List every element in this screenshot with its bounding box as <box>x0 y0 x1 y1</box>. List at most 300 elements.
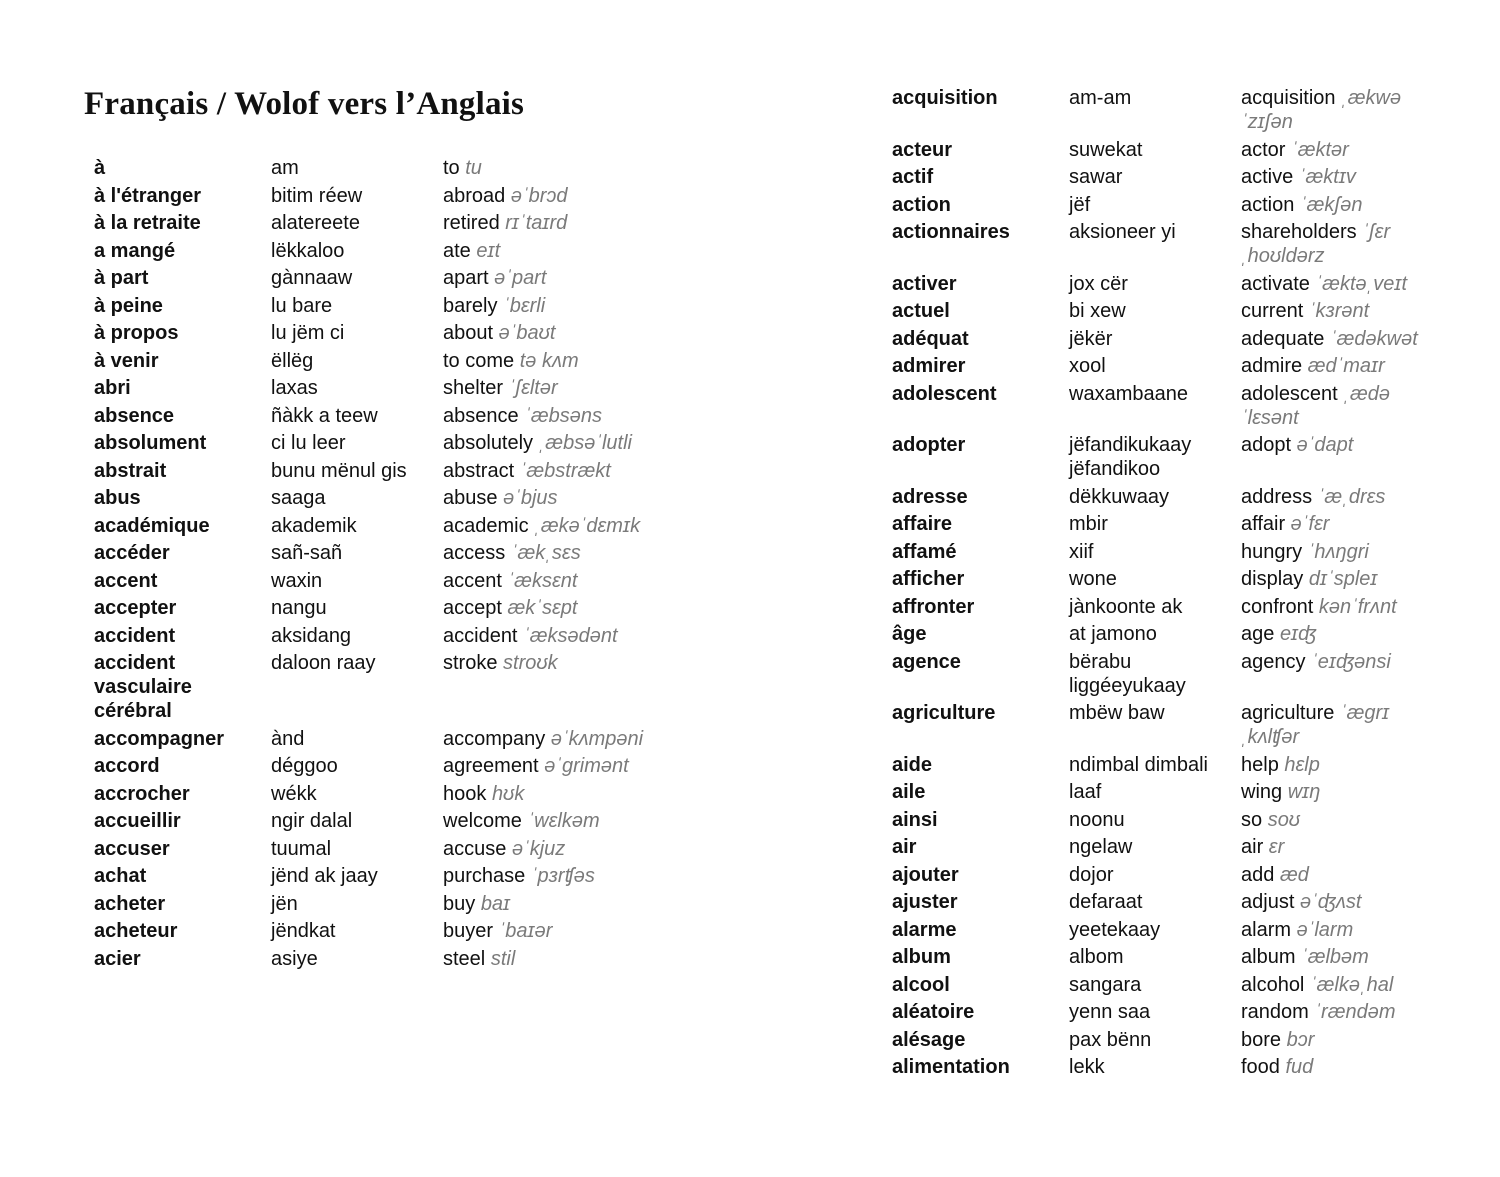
english-translation <box>1241 327 1446 351</box>
dictionary-entry <box>892 753 1472 777</box>
english-word: welcome <box>443 810 522 832</box>
wolof-word: defaraat <box>1069 891 1143 913</box>
french-word: alésage <box>892 1028 966 1051</box>
pronunciation: ˈbaɪər <box>498 920 553 942</box>
french-word: aléatoire <box>892 1001 975 1023</box>
french-word: accent <box>94 569 158 592</box>
english-translation <box>1241 863 1446 887</box>
english-translation <box>443 569 648 593</box>
dictionary-entry <box>892 220 1472 268</box>
dictionary-entry <box>892 973 1472 997</box>
wolof-word: lëkkaloo <box>271 239 345 262</box>
french-word: à venir <box>94 349 159 372</box>
french-word: achat <box>94 865 147 887</box>
wolof-word: nangu <box>271 597 327 619</box>
english-word: absolutely <box>443 432 534 454</box>
wolof-word: mbëw baw <box>1069 702 1165 724</box>
pronunciation: əˈkjuz <box>511 837 566 860</box>
pronunciation: ˈægrɪˌkʌlʧər <box>1241 702 1390 748</box>
english-translation <box>1241 567 1446 591</box>
french-word: ainsi <box>892 808 938 831</box>
english-translation <box>1241 890 1446 914</box>
english-word: action <box>1241 193 1295 216</box>
english-translation <box>443 239 648 263</box>
french-word: à la retraite <box>94 212 201 234</box>
wolof-word: déggoo <box>271 755 338 777</box>
wolof-word: ëllëg <box>271 349 314 372</box>
wolof-word: ànd <box>271 727 305 750</box>
dictionary-entry <box>892 272 1472 296</box>
pronunciation: ˈrændəm <box>1314 1001 1396 1023</box>
pronunciation: æd <box>1279 863 1309 886</box>
pronunciation: ˈeɪʤənsi <box>1311 650 1391 673</box>
french-word: accrocher <box>94 782 190 805</box>
pronunciation: ˈæbstrækt <box>519 459 611 482</box>
wolof-word: ngelaw <box>1069 836 1133 858</box>
english-word: buyer <box>443 920 494 942</box>
wolof-word: mbir <box>1069 513 1108 535</box>
french-word: ajouter <box>892 863 959 886</box>
dictionary-entry <box>892 650 1472 698</box>
right-column <box>892 86 1472 1083</box>
wolof-word: waxambaane <box>1069 382 1188 405</box>
pronunciation: kənˈfrʌnt <box>1318 595 1397 618</box>
french-word: accident <box>94 624 176 647</box>
french-word: acheter <box>94 892 166 915</box>
french-word: à <box>94 157 106 179</box>
pronunciation: eɪʤ <box>1279 623 1317 645</box>
english-word: ate <box>443 239 471 262</box>
english-translation <box>1241 753 1446 777</box>
pronunciation: ˈæksɛnt <box>507 569 578 592</box>
pronunciation: tə kʌm <box>519 349 579 372</box>
wolof-word: jëkër <box>1069 327 1113 350</box>
english-translation <box>1241 165 1446 189</box>
pronunciation: ˌækwəˈzɪʃən <box>1241 87 1402 133</box>
dictionary-entry <box>892 890 1472 914</box>
english-translation <box>443 727 648 751</box>
english-translation <box>443 321 648 345</box>
english-translation <box>1241 1000 1446 1024</box>
french-word: agence <box>892 650 961 673</box>
dictionary-entry <box>892 918 1472 942</box>
english-word: add <box>1241 863 1275 886</box>
english-word: current <box>1241 300 1304 322</box>
pronunciation: əˈlarm <box>1296 918 1354 941</box>
dictionary-entry <box>94 266 654 290</box>
dictionary-entry <box>892 701 1472 749</box>
french-word: album <box>892 946 951 968</box>
english-translation <box>443 459 648 483</box>
dictionary-entry <box>94 239 654 263</box>
english-translation <box>443 211 648 235</box>
pronunciation: ˈʃɛrˌhoʊldərz <box>1241 221 1391 267</box>
english-word: shareholders <box>1241 221 1357 243</box>
wolof-word: ci lu leer <box>271 432 346 454</box>
wolof-word: asiye <box>271 947 318 970</box>
pronunciation: ˈækˌsɛs <box>510 542 581 564</box>
english-translation <box>1241 622 1446 646</box>
pronunciation: bɔr <box>1286 1028 1315 1051</box>
dictionary-entry <box>892 567 1472 591</box>
wolof-word: bërabu liggéeyukaay <box>1069 650 1186 697</box>
wolof-word: ngir dalal <box>271 810 353 832</box>
dictionary-entry <box>892 165 1472 189</box>
pronunciation: əˈbjus <box>503 487 558 509</box>
dictionary-entry <box>892 863 1472 887</box>
english-word: activate <box>1241 272 1310 295</box>
wolof-word: bi xew <box>1069 300 1126 322</box>
english-translation <box>1241 918 1446 942</box>
wolof-word: noonu <box>1069 808 1125 831</box>
english-word: adjust <box>1241 891 1295 913</box>
french-word: agriculture <box>892 702 996 724</box>
english-word: accident <box>443 624 518 647</box>
english-translation <box>443 349 648 373</box>
french-word: actuel <box>892 300 950 322</box>
english-translation <box>1241 1028 1446 1052</box>
pronunciation: ˈælkəˌhal <box>1309 973 1394 996</box>
english-translation <box>443 184 648 208</box>
french-word: admirer <box>892 355 966 377</box>
french-word: actif <box>892 166 934 188</box>
french-word: activer <box>892 272 957 295</box>
english-translation <box>443 624 648 648</box>
english-word: agriculture <box>1241 702 1335 724</box>
french-word: aide <box>892 753 933 776</box>
english-translation <box>1241 138 1446 162</box>
wolof-word: suwekat <box>1069 138 1143 161</box>
pronunciation: ˈækʃən <box>1299 193 1363 216</box>
dictionary-entry <box>94 651 654 723</box>
dictionary-entry <box>892 808 1472 832</box>
english-word: random <box>1241 1001 1309 1023</box>
pronunciation: ˈpɜrʧəs <box>530 865 595 887</box>
english-word: to come <box>443 349 515 372</box>
pronunciation: rɪˈtaɪrd <box>505 212 568 234</box>
dictionary-entry <box>892 354 1472 378</box>
french-word: adresse <box>892 485 968 508</box>
french-word: ajuster <box>892 891 958 913</box>
english-translation <box>1241 485 1446 509</box>
dictionary-entry <box>892 138 1472 162</box>
dictionary-entry <box>94 569 654 593</box>
french-word: à l'étranger <box>94 184 202 207</box>
wolof-word: jëf <box>1069 193 1091 216</box>
french-word: alimentation <box>892 1056 1010 1078</box>
pronunciation: əˈkʌmpəni <box>550 727 644 750</box>
english-translation <box>1241 1055 1446 1079</box>
english-word: actor <box>1241 138 1286 161</box>
english-translation <box>1241 193 1446 217</box>
english-word: abstract <box>443 459 515 482</box>
wolof-word: ñàkk a teew <box>271 404 378 427</box>
french-word: accueillir <box>94 810 181 832</box>
wolof-word: laxas <box>271 377 318 399</box>
english-word: retired <box>443 212 500 234</box>
wolof-word: sangara <box>1069 973 1142 996</box>
english-translation <box>443 782 648 806</box>
french-word: affamé <box>892 540 957 563</box>
pronunciation: ˈæbsəns <box>524 404 602 427</box>
english-word: stroke <box>443 652 498 674</box>
wolof-word: albom <box>1069 946 1124 968</box>
english-translation <box>443 266 648 290</box>
pronunciation: ˌækəˈdɛmɪk <box>534 514 641 537</box>
wolof-word: bitim réew <box>271 184 363 207</box>
wolof-word: daloon raay <box>271 652 376 674</box>
english-word: agreement <box>443 755 539 777</box>
dictionary-entry <box>94 782 654 806</box>
pronunciation: stil <box>490 947 516 970</box>
english-translation <box>443 596 648 620</box>
english-translation <box>443 754 648 778</box>
pronunciation: ˈbɛrli <box>503 294 546 317</box>
english-word: wing <box>1241 781 1283 803</box>
english-translation <box>1241 835 1446 859</box>
english-translation <box>1241 595 1446 619</box>
wolof-word: aksidang <box>271 624 352 647</box>
english-translation <box>1241 973 1446 997</box>
french-word: afficher <box>892 568 965 590</box>
french-word: accuser <box>94 837 170 860</box>
wolof-word: yeetekaay <box>1069 918 1161 941</box>
french-word: à peine <box>94 294 163 317</box>
dictionary-entry <box>94 541 654 565</box>
french-word: adolescent <box>892 382 997 405</box>
wolof-word: saaga <box>271 487 326 509</box>
pronunciation: ˌædəˈlɛsənt <box>1241 382 1391 429</box>
french-word: à propos <box>94 322 179 344</box>
pronunciation: ˈæksədənt <box>523 624 618 647</box>
english-word: accompany <box>443 727 546 750</box>
english-translation <box>1241 808 1446 832</box>
wolof-word: am <box>271 157 299 179</box>
english-translation <box>443 651 648 675</box>
page-title: Français / Wolof vers l’Anglais <box>84 86 525 122</box>
english-word: access <box>443 542 506 564</box>
wolof-word: wone <box>1069 568 1117 590</box>
dictionary-entry <box>94 947 654 971</box>
dictionary-entry <box>94 514 654 538</box>
english-word: confront <box>1241 595 1314 618</box>
pronunciation: əˈdapt <box>1296 434 1354 456</box>
english-word: accuse <box>443 837 507 860</box>
english-word: help <box>1241 753 1279 776</box>
english-word: acquisition <box>1241 87 1336 109</box>
wolof-word: dëkkuwaay <box>1069 485 1170 508</box>
wolof-word: bunu mënul gis <box>271 459 407 482</box>
dictionary-entry <box>94 809 654 833</box>
pronunciation: əˈgrimənt <box>544 755 629 777</box>
english-word: about <box>443 322 494 344</box>
french-word: absolument <box>94 432 207 454</box>
pronunciation: əˈbrɔd <box>510 184 568 207</box>
english-word: adolescent <box>1241 382 1338 405</box>
wolof-word: lu bare <box>271 294 333 317</box>
pronunciation: ˈælbəm <box>1301 946 1369 968</box>
english-translation <box>443 486 648 510</box>
pronunciation: dɪˈspleɪ <box>1308 568 1378 590</box>
wolof-word: gànnaaw <box>271 267 353 289</box>
wolof-word: tuumal <box>271 837 332 860</box>
dictionary-entry <box>94 404 654 428</box>
dictionary-entry <box>94 211 654 235</box>
french-word: adopter <box>892 434 966 456</box>
english-word: hungry <box>1241 540 1303 563</box>
english-word: shelter <box>443 377 504 399</box>
english-word: absence <box>443 404 519 427</box>
wolof-word: jëndkat <box>271 920 336 942</box>
dictionary-entry <box>94 864 654 888</box>
english-word: adequate <box>1241 327 1325 350</box>
dictionary-entry <box>892 540 1472 564</box>
english-word: active <box>1241 166 1294 188</box>
english-word: affair <box>1241 513 1286 535</box>
english-translation <box>443 431 648 455</box>
pronunciation: əˈbaʊt <box>498 322 556 344</box>
english-translation <box>443 864 648 888</box>
pronunciation: ˈhʌŋgri <box>1307 540 1369 563</box>
pronunciation: stroʊk <box>503 652 558 674</box>
french-word: accident vasculaire cérébral <box>94 652 192 722</box>
english-translation <box>1241 650 1446 674</box>
wolof-word: am-am <box>1069 87 1132 109</box>
english-word: academic <box>443 514 529 537</box>
english-word: accent <box>443 569 502 592</box>
pronunciation: ˈʃɛltər <box>508 377 558 399</box>
french-word: à part <box>94 267 149 289</box>
english-word: age <box>1241 623 1275 645</box>
french-word: acheteur <box>94 920 178 942</box>
english-translation <box>443 376 648 400</box>
dictionary-entry <box>94 321 654 345</box>
english-translation <box>443 892 648 916</box>
dictionary-entry <box>892 780 1472 804</box>
pronunciation: tu <box>465 157 482 179</box>
english-word: food <box>1241 1056 1280 1078</box>
wolof-word: jànkoonte ak <box>1069 595 1183 618</box>
wolof-word: waxin <box>271 569 323 592</box>
wolof-word: alatereete <box>271 212 360 234</box>
english-translation <box>443 541 648 565</box>
english-translation <box>1241 382 1446 430</box>
dictionary-entry <box>94 431 654 455</box>
dictionary-entry <box>892 327 1472 351</box>
dictionary-entry <box>892 382 1472 430</box>
english-word: abuse <box>443 487 498 509</box>
french-word: abstrait <box>94 459 167 482</box>
english-word: so <box>1241 808 1263 831</box>
wolof-word: aksioneer yi <box>1069 221 1176 243</box>
english-translation <box>1241 701 1446 749</box>
english-word: purchase <box>443 865 526 887</box>
english-word: accept <box>443 597 502 619</box>
english-word: adopt <box>1241 434 1292 456</box>
english-word: agency <box>1241 650 1306 673</box>
french-word: accord <box>94 755 160 777</box>
french-word: adéquat <box>892 327 969 350</box>
pronunciation: ˈæktɪv <box>1298 166 1356 188</box>
dictionary-entry <box>892 945 1472 969</box>
wolof-word: xool <box>1069 355 1106 377</box>
english-translation <box>1241 780 1446 804</box>
wolof-word: lu jëm ci <box>271 322 345 344</box>
english-translation <box>1241 299 1446 323</box>
dictionary-entry <box>94 892 654 916</box>
wolof-word: laaf <box>1069 781 1102 803</box>
english-word: address <box>1241 485 1313 508</box>
dictionary-entry <box>892 622 1472 646</box>
english-translation <box>1241 272 1446 296</box>
english-translation <box>443 947 648 971</box>
english-word: abroad <box>443 184 506 207</box>
dictionary-entry <box>94 837 654 861</box>
english-word: steel <box>443 947 486 970</box>
french-word: académique <box>94 514 210 537</box>
english-translation <box>443 837 648 861</box>
english-translation <box>443 514 648 538</box>
pronunciation: ˈæˌdrɛs <box>1317 485 1386 508</box>
pronunciation: ækˈsɛpt <box>507 597 578 619</box>
pronunciation: hʊk <box>491 782 525 805</box>
french-word: âge <box>892 623 927 645</box>
wolof-word: jox cër <box>1069 272 1128 295</box>
english-word: bore <box>1241 1028 1282 1051</box>
english-word: album <box>1241 946 1296 968</box>
english-translation <box>1241 512 1446 536</box>
dictionary-entry <box>94 376 654 400</box>
english-translation <box>443 919 648 943</box>
wolof-word: akademik <box>271 514 357 537</box>
pronunciation: soʊ <box>1267 808 1301 831</box>
dictionary-entry <box>94 294 654 318</box>
english-word: buy <box>443 892 476 915</box>
dictionary-entry <box>892 595 1472 619</box>
pronunciation: ˈkɜrənt <box>1308 300 1370 322</box>
french-word: accompagner <box>94 727 225 750</box>
english-translation <box>1241 945 1446 969</box>
french-word: affronter <box>892 595 975 618</box>
wolof-word: dojor <box>1069 863 1114 886</box>
dictionary-entry <box>94 184 654 208</box>
wolof-word: sawar <box>1069 166 1123 188</box>
french-word: aile <box>892 781 926 803</box>
left-column <box>94 156 654 974</box>
dictionary-entry <box>892 299 1472 323</box>
french-word: action <box>892 193 951 216</box>
pronunciation: ˈædəkwət <box>1329 327 1418 350</box>
pronunciation: əˈʤʌst <box>1299 891 1362 913</box>
english-word: alcohol <box>1241 973 1305 996</box>
dictionary-entry <box>94 156 654 180</box>
pronunciation: hɛlp <box>1284 753 1320 776</box>
french-word: alarme <box>892 918 957 941</box>
english-word: display <box>1241 568 1304 590</box>
french-word: actionnaires <box>892 221 1010 243</box>
wolof-word: at jamono <box>1069 623 1157 645</box>
wolof-word: jëfandikukaay jëfandikoo <box>1069 434 1192 480</box>
pronunciation: əˈpart <box>494 267 547 289</box>
french-word: abri <box>94 377 131 399</box>
french-word: acier <box>94 947 141 970</box>
french-word: acquisition <box>892 87 998 109</box>
wolof-word: jënd ak jaay <box>271 865 378 887</box>
french-word: accepter <box>94 597 177 619</box>
wolof-word: jën <box>271 892 298 915</box>
pronunciation: wɪŋ <box>1287 781 1321 803</box>
pronunciation: ˈæktəˌveɪt <box>1315 272 1408 295</box>
